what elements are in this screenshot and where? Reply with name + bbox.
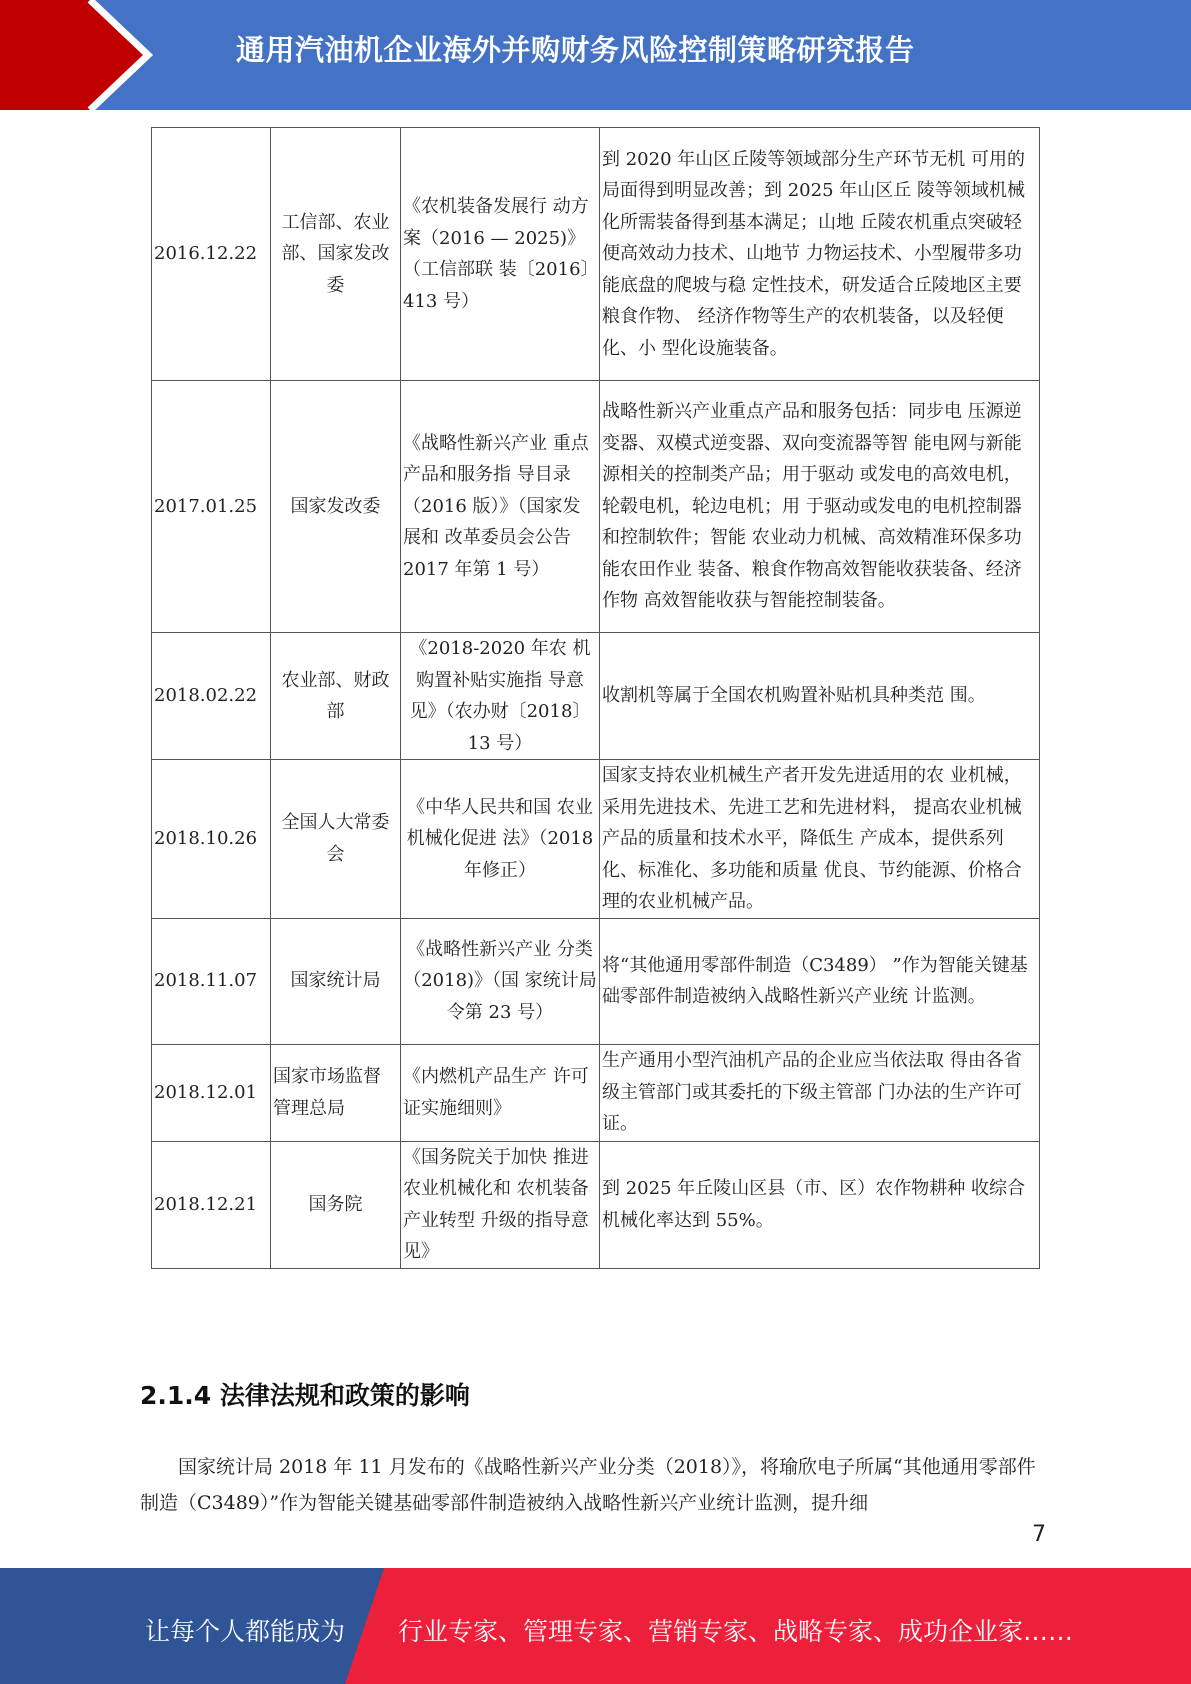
- policy-document: 《战略性新兴产业 分类（2018)》（国 家统计局令第 23 号）: [401, 918, 600, 1044]
- policy-content: 国家支持农业机械生产者开发先进适用的农 业机械，采用先进技术、先进工艺和先进材料， 提高农业机械产品的质量和技术水平，降低生 产成本，提供系列化、标准化、多功能和质量 优良、节约能源、价格合理的农业机械产品。: [600, 760, 1040, 919]
- policy-date: 2018.10.26: [152, 760, 271, 919]
- policy-date: 2017.01.25: [152, 381, 271, 633]
- page-footer: [0, 1568, 1191, 1684]
- policy-department: 国家市场监督管理总局: [271, 1044, 401, 1141]
- table-row: [152, 633, 1040, 760]
- policy-document: 《农机装备发展行 动方案（2016 — 2025)》（工信部联 装〔2016〕413 号）: [401, 128, 600, 381]
- policy-document: 《国务院关于加快 推进农业机械化和 农机装备产业转型 升级的指导意见》: [401, 1141, 600, 1268]
- policy-document: 《内燃机产品生产 许可证实施细则》: [401, 1044, 600, 1141]
- table-row: [152, 1044, 1040, 1141]
- policy-content: 到 2020 年山区丘陵等领域部分生产环节无机 可用的局面得到明显改善；到 2025 年山区丘 陵等领域机械化所需装备得到基本满足；山地 丘陵农机重点突破轻便高效动力技术、山地节 力物运技术、小型履带多功能底盘的爬坡与稳 定性技术，研发适合丘陵地区主要粮食作物、 经济作物等生产的农机装备，以及轻便化、小 型化设施装备。: [600, 128, 1040, 381]
- policy-date: 2018.11.07: [152, 918, 271, 1044]
- policy-date: 2018.12.21: [152, 1141, 271, 1268]
- table-row: [152, 1141, 1040, 1268]
- policy-content: 收割机等属于全国农机购置补贴机具种类范 围。: [600, 633, 1040, 760]
- policy-date: 2018.02.22: [152, 633, 271, 760]
- policy-content: 将“其他通用零部件制造（C3489） ”作为智能关键基础零部件制造被纳入战略性新兴产业统 计监测。: [600, 918, 1040, 1044]
- table-row: [152, 128, 1040, 381]
- policy-department: 国家统计局: [271, 918, 401, 1044]
- policy-content: 生产通用小型汽油机产品的企业应当依法取 得由各省级主管部门或其委托的下级主管部 门办法的生产许可证。: [600, 1044, 1040, 1141]
- report-title: 通用汽油机企业海外并购财务风险控制策略研究报告: [236, 33, 915, 67]
- policy-document: 《2018-2020 年农 机购置补贴实施指 导意见》（农办财〔2018〕 13 号）: [401, 633, 600, 760]
- policy-department: 国家发改委: [271, 381, 401, 633]
- policy-document: 《中华人民共和国 农业机械化促进 法》（2018 年修正）: [401, 760, 600, 919]
- body-paragraph: 国家统计局 2018 年 11 月发布的《战略性新兴产业分类（2018）》，将瑜欣电子所属“其他通用零部件制造（C3489）”作为智能关键基础零部件制造被纳入战略性新兴产业统计监测，提升细: [140, 1456, 1036, 1514]
- policy-document: 《战略性新兴产业 重点产品和服务指 导目录（2016 版）》（国家发展和 改革委员会公告 2017 年第 1 号）: [401, 381, 600, 633]
- policy-department: 国务院: [271, 1141, 401, 1268]
- page-header: [0, 0, 1191, 110]
- policy-department: 农业部、财政部: [271, 633, 401, 760]
- policy-department: 工信部、农业部、国家发改委: [271, 128, 401, 381]
- policy-content: 战略性新兴产业重点产品和服务包括：同步电 压源逆变器、双模式逆变器、双向变流器等智 能电网与新能源相关的控制类产品；用于驱动 或发电的高效电机，轮毂电机，轮边电机；用 于驱动或发电的电机控制器和控制软件；智能 农业动力机械、高效精准环保多功能农田作业 装备、粮食作物高效智能收获装备、经济作物 高效智能收获与智能控制装备。: [600, 381, 1040, 633]
- table-row: [152, 381, 1040, 633]
- policy-department: 全国人大常委会: [271, 760, 401, 919]
- policy-date: 2016.12.22: [152, 128, 271, 381]
- table-row: [152, 760, 1040, 919]
- section-heading: 2.1.4 法律法规和政策的影响: [140, 1381, 470, 1410]
- footer-slogan-right: 行业专家、管理专家、营销专家、战略专家、成功企业家……: [398, 1617, 1074, 1646]
- policy-date: 2018.12.01: [152, 1044, 271, 1141]
- policy-content: 到 2025 年丘陵山区县（市、区）农作物耕种 收综合机械化率达到 55%。: [600, 1141, 1040, 1268]
- page-number: 7: [1032, 1522, 1046, 1547]
- table-row: [152, 918, 1040, 1044]
- policy-table: [151, 127, 1040, 1269]
- footer-slogan-left: 让每个人都能成为: [145, 1617, 346, 1646]
